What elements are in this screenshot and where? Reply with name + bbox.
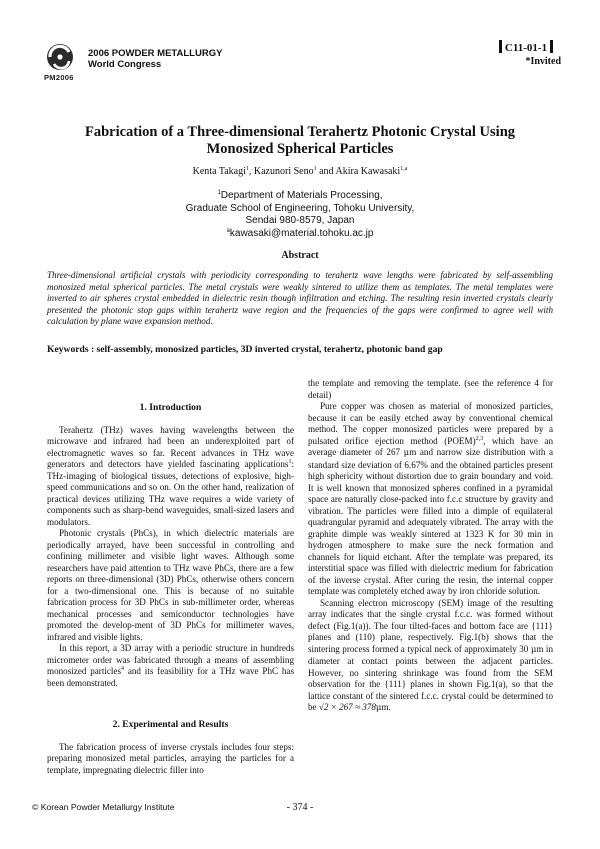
intro-paragraph-1: Terahertz (THz) waves having wavelengths between the microwave and infrared had been an underexploited part of electromagnetic waves so far. Recent advances in THz wave generators and detectors have yielded fascinating applications$^1$: THz-imaging of biological tissues, detections of explosive, high-speed communications and so on. On the other hand, realization of practical devices utilizing THz wave requires a wide variety of components such as sharp-bend waveguides, small-sized lasers and modulators. bbox=[47, 424, 294, 527]
ref-sup: 4 bbox=[121, 666, 125, 672]
ref-sup: 1 bbox=[288, 459, 292, 465]
pm2006-logo-icon bbox=[44, 42, 78, 76]
author-3-sup: 1,a bbox=[400, 166, 408, 172]
code-bar-right bbox=[550, 40, 553, 53]
affil-line-3: Sendai 980-8579, Japan bbox=[245, 215, 355, 227]
invited-label: *Invited bbox=[525, 56, 561, 67]
author-2: Kazunori Seno bbox=[253, 166, 314, 177]
experimental-paragraph-1: The fabrication process of inverse crystals includes four steps: preparing monosized metal particles, arraying the particles for a template, impregnating dielectric filler into bbox=[47, 741, 294, 775]
logo-text: PM2006 bbox=[44, 73, 74, 82]
email-link[interactable]: kawasaki@material.tohoku.ac.jp bbox=[229, 227, 374, 239]
author-2-sup: 1 bbox=[313, 166, 317, 172]
experimental-paragraph-3: Scanning electron microscopy (SEM) image of the resulting array indicates that the single crystal f.c.c. was formed without defect (Fig.1(a)). The four tilted-faces and bottom face are {111} planes and (110) plane, respectively. Fig.1(b) shows that the sintering process formed a typical neck of approximately 30 μm in diameter at contact points between the adjacent particles. However, no sintering shrinkage was found from the SEM observation for the {111} planes in shown Fig.1(a), so that the lattice constant of the sintered f.c.c. crystal could be determined to be √2 × 267 ≈ 378μm. bbox=[308, 597, 554, 713]
section-heading-introduction: 1. Introduction bbox=[139, 402, 202, 413]
author-separator: , bbox=[248, 166, 254, 177]
paper-title bbox=[40, 124, 560, 158]
author-1: Kenta Takagi bbox=[192, 166, 246, 177]
page-number: - 374 - bbox=[286, 802, 314, 813]
conference-line-2: World Congress bbox=[88, 59, 162, 70]
conference-name bbox=[88, 48, 222, 70]
author-3: Akira Kawasaki bbox=[335, 166, 401, 177]
author-1-sup: 1 bbox=[245, 166, 249, 172]
title-line-1: Fabrication of a Three-dimensional Terahertz Photonic Crystal Using bbox=[84, 124, 516, 140]
author-separator: and bbox=[316, 166, 336, 177]
section-heading-experimental: 2. Experimental and Results bbox=[112, 719, 229, 730]
abstract-text: Three-dimensional artificial crystals with periodicity corresponding to terahertz wave lengths were fabricated by self-assembling monosized metal spherical particles. The metal crystals were weakly sintered to utilize them as templates. The metal templates were inverted to air spheres crystal embedded in dielectric resin though infiltration and etching. The resulting resin inverted crystals clearly presented the photonic stop gaps within terahertz wave region and the frequencies of the gaps were confirmed to agree well with calculation by plane wave expansion method. bbox=[47, 270, 553, 327]
authors bbox=[40, 166, 560, 177]
affil-line-1: Department of Materials Processing, bbox=[220, 190, 383, 201]
experimental-paragraph-2: Pure copper was chosen as material of monosized particles, because it can be easily etched away by conventional chemical method. The copper monosized particles were prepared by a pulsated orifice ejection method (POEM)$^{2,3}$, which have an average diameter of 267 μm and narrow size distribution with a standard size deviation of 6.67% and the obtained particles present high sphericity without distortion due to grain boundary and void. It is well known that monosized spheres confined in a pyramidal space are naturally close-packed into f.c.c structure by gravity and vibration. The particles were filled into a dimple of equilateral quadrangular pyramid and adequately vibrated. The array with the graphite dimple was weakly sintered at 1323 K for 30 min in hydrogen atmosphere to make sure the neck formation and channels for liquid etchant. After the template was prepared, its interstitial space was filled with dielectric medium for fabrication of the inverse crystal. After curing the resin, the internal copper template was completely etched away by iron chloride solution. bbox=[308, 401, 553, 596]
email-sup: a bbox=[226, 227, 230, 234]
lattice-constant-formula: √2 × 267 ≈ 378 bbox=[318, 702, 376, 712]
title-line-2: Monosized Spherical Particles bbox=[206, 141, 394, 157]
experimental-paragraph-1-cont: the template and removing the template. (see the reference 4 for detail) bbox=[308, 378, 553, 400]
abstract-heading: Abstract bbox=[281, 250, 319, 261]
intro-paragraph-2: Photonic crystals (PhCs), in which dielectric materials are periodically arrayed, have been successful in controlling and confining millimeter and visible light waves. Although some researchers have paid attention to THz wave PhCs, there are a few reports on three-dimensional (3D) PhCs, otherwise others concern for a two-dimensional one. This is because of no suitable fabrication process for 3D PhCs in sub-millimeter order, whereas mechanical processes and semiconductor technologies have promoted the develop-ment of 3D PhCs for millimeter waves, infrared and visible lights. bbox=[47, 528, 294, 642]
copyright: © Korean Powder Metallurgy Institute bbox=[32, 802, 175, 812]
right-column bbox=[308, 378, 553, 715]
paper-code bbox=[491, 40, 561, 54]
intro-paragraph-3: In this report, a 3D array with a periodic structure in hundreds micrometer order was fabricated through a means of assembling monosized particles$^4$ and its feasibility for a THz wave PhC has been demonstrated. bbox=[47, 643, 294, 688]
affil-sup: 1 bbox=[217, 190, 221, 196]
affiliation bbox=[40, 190, 560, 240]
affil-line-2: Graduate School of Engineering, Tohoku University, bbox=[185, 202, 415, 214]
code-bar-left bbox=[499, 40, 502, 53]
paper-code-text: C11-01-1 bbox=[504, 42, 548, 54]
left-column bbox=[47, 402, 294, 776]
ref-sup: 2,3 bbox=[475, 435, 484, 442]
conference-line-1: 2006 POWDER METALLURGY bbox=[88, 48, 223, 59]
keywords: Keywords : self-assembly, monosized particles, 3D inverted crystal, terahertz, photonic band gap bbox=[47, 344, 443, 355]
